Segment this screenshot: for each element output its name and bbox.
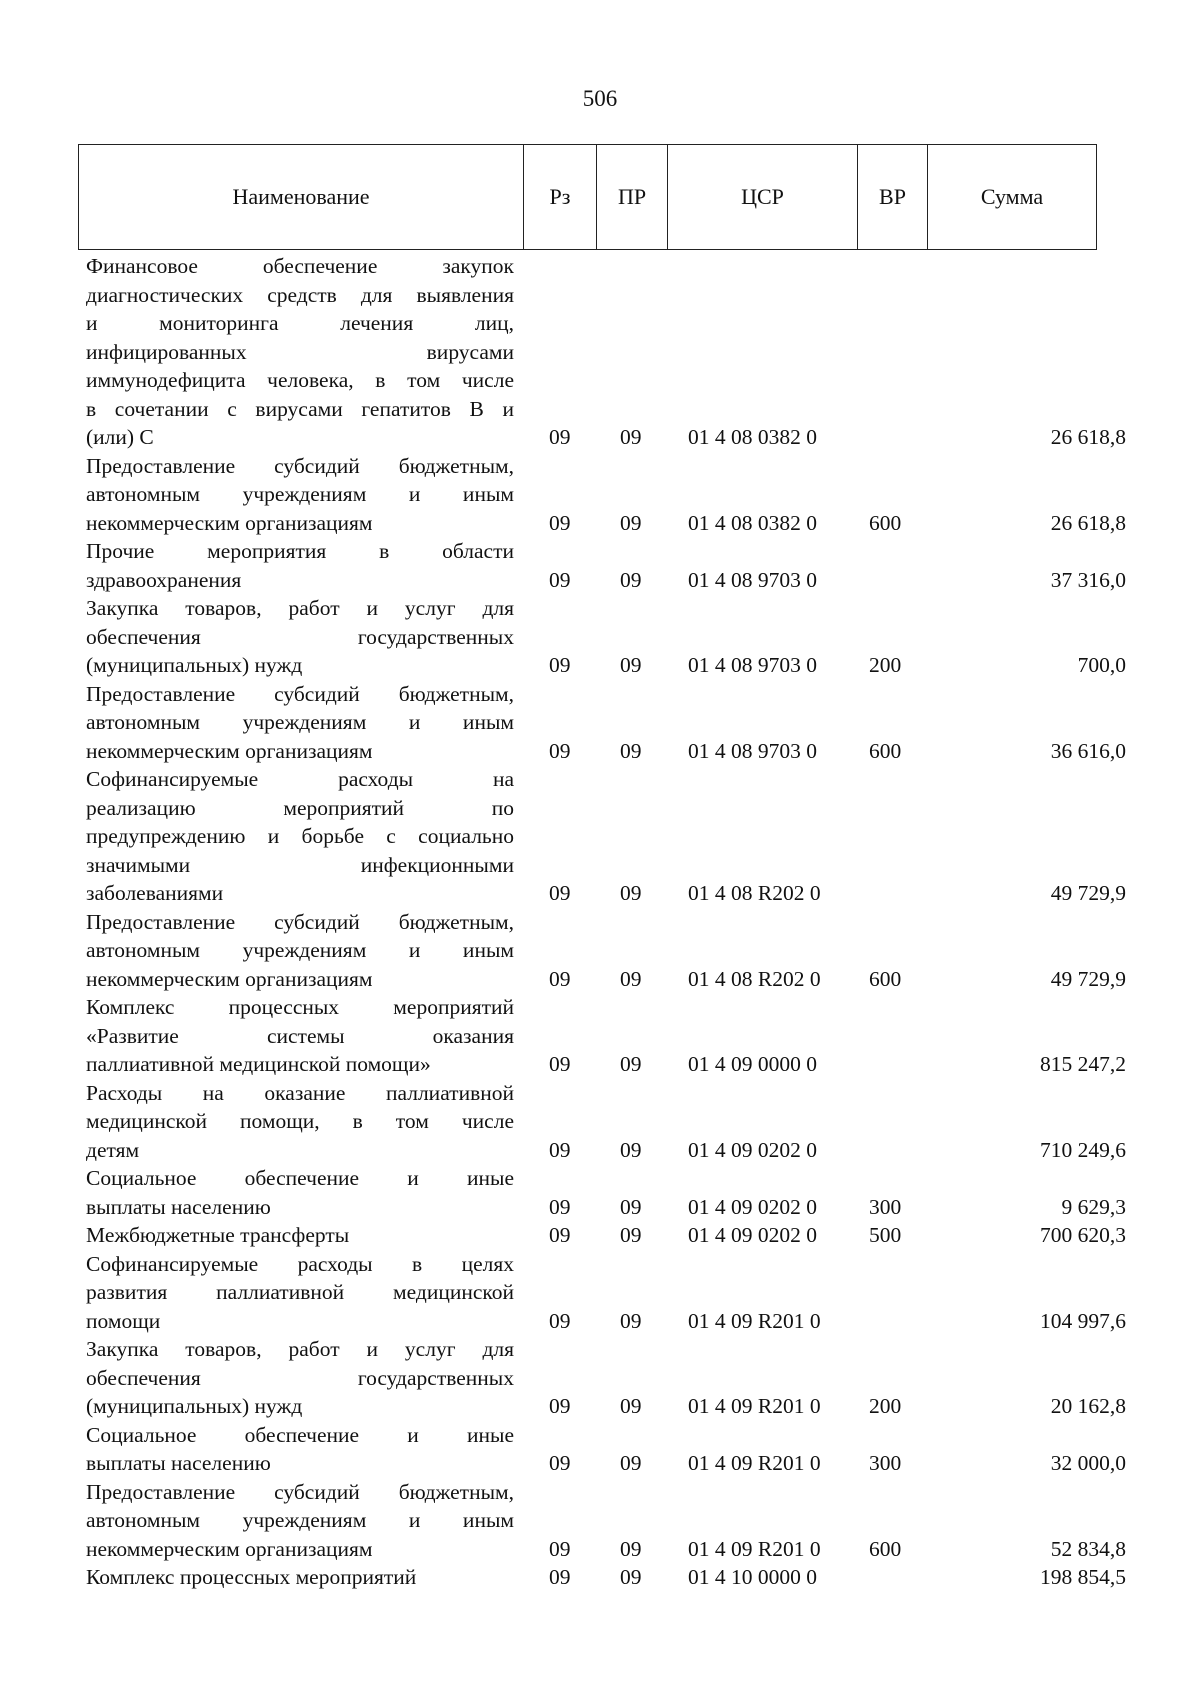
row-name-line: (муниципальных) нужд <box>86 653 303 677</box>
row-name-line: Предоставление субсидий бюджетным, <box>86 909 514 934</box>
row-pr: 09 <box>620 1451 642 1475</box>
row-name-line: автономным учреждениям и иным <box>86 710 514 734</box>
row-sum: 49 729,9 <box>1050 881 1126 905</box>
row-name-line: «Развитие системы оказания <box>86 1023 514 1048</box>
header-sum: Сумма <box>980 184 1044 209</box>
row-name-line: автономным учреждениям и иным <box>86 938 514 962</box>
row-rz: 09 <box>549 1223 571 1247</box>
row-csr: 01 4 09 R201 0 <box>688 1451 821 1475</box>
row-csr: 01 4 08 0382 0 <box>688 510 817 535</box>
row-csr: 01 4 08 R202 0 <box>688 966 821 991</box>
row-pr: 09 <box>620 1536 642 1561</box>
table-row <box>86 252 1126 452</box>
table-row <box>86 765 1126 908</box>
row-rz: 09 <box>549 1052 571 1076</box>
row-name <box>86 680 514 766</box>
table-row <box>86 908 1126 994</box>
row-name-line: некоммерческим организациям <box>86 510 373 535</box>
row-pr: 09 <box>620 1052 642 1076</box>
row-name-line: (муниципальных) нужд <box>86 1394 303 1418</box>
row-csr: 01 4 08 0382 0 <box>688 425 817 449</box>
row-name-line: автономным учреждениям и иным <box>86 1508 514 1532</box>
row-pr: 09 <box>620 510 642 535</box>
table-row <box>86 1563 1126 1592</box>
row-name-line: Прочие мероприятия в области <box>86 539 514 563</box>
row-rz: 09 <box>549 738 571 763</box>
row-csr: 01 4 08 R202 0 <box>688 881 821 905</box>
row-sum: 20 162,8 <box>1050 1394 1126 1418</box>
row-name-line: диагностических средств для выявления <box>86 282 514 307</box>
row-csr: 01 4 09 R201 0 <box>688 1308 821 1333</box>
row-rz: 09 <box>549 1308 571 1333</box>
row-pr: 09 <box>620 1565 642 1589</box>
row-name-line: помощи <box>86 1308 161 1333</box>
row-name-line: Софинансируемые расходы в целях <box>86 1251 514 1276</box>
header-vr: ВР <box>858 145 928 249</box>
table-row <box>86 1164 1126 1221</box>
table-row <box>86 452 1126 538</box>
row-name <box>86 1478 514 1564</box>
row-pr: 09 <box>620 1223 642 1247</box>
row-name-line: выплаты населению <box>86 1451 271 1475</box>
row-pr: 09 <box>620 966 642 991</box>
header-rz: Рз <box>524 145 597 249</box>
row-pr: 09 <box>620 881 642 905</box>
table-row <box>86 1250 1126 1336</box>
row-csr: 01 4 08 9703 0 <box>688 653 817 677</box>
table-row <box>86 1421 1126 1478</box>
row-name <box>86 1250 514 1336</box>
row-name-line: Комплекс процессных мероприятий <box>86 1565 417 1589</box>
row-pr: 09 <box>620 567 642 592</box>
table-row <box>86 594 1126 680</box>
row-name <box>86 1421 514 1478</box>
row-sum: 36 616,0 <box>1050 738 1126 763</box>
row-sum: 52 834,8 <box>1050 1536 1126 1561</box>
row-name-line: Финансовое обеспечение закупок <box>86 254 514 278</box>
table-row <box>86 537 1126 594</box>
row-name <box>86 1164 514 1221</box>
row-vr: 300 <box>869 1451 902 1475</box>
row-name-line: Предоставление субсидий бюджетным, <box>86 1479 514 1504</box>
row-csr: 01 4 08 9703 0 <box>688 738 817 763</box>
row-rz: 09 <box>549 653 571 677</box>
row-vr: 200 <box>869 653 902 677</box>
row-name-line: иммунодефицита человека, в том числе <box>86 368 514 392</box>
row-pr: 09 <box>620 1308 642 1333</box>
row-name-line: выплаты населению <box>86 1194 271 1219</box>
header-csr: ЦСР <box>668 145 858 249</box>
row-sum: 26 618,8 <box>1050 425 1126 449</box>
header-pr: ПР <box>597 145 668 249</box>
row-pr: 09 <box>620 738 642 763</box>
row-csr: 01 4 09 0000 0 <box>688 1052 817 1076</box>
row-rz: 09 <box>549 966 571 991</box>
row-name <box>86 765 514 908</box>
row-vr: 500 <box>869 1223 902 1247</box>
row-csr: 01 4 09 R201 0 <box>688 1394 821 1418</box>
row-name-line: реализацию мероприятий по <box>86 795 514 820</box>
table-row <box>86 1079 1126 1165</box>
row-sum: 700 620,3 <box>1040 1223 1126 1247</box>
row-name-line: обеспечения государственных <box>86 624 514 649</box>
row-name <box>86 1079 514 1165</box>
row-name <box>86 252 514 452</box>
row-name-line: медицинской помощи, в том числе <box>86 1109 514 1133</box>
row-rz: 09 <box>549 1451 571 1475</box>
row-sum: 198 854,5 <box>1040 1565 1126 1589</box>
row-name-line: предупреждению и борьбе с социально <box>86 824 514 848</box>
row-name <box>86 594 514 680</box>
table-row <box>86 1335 1126 1421</box>
row-vr: 600 <box>869 738 902 763</box>
row-name-line: Расходы на оказание паллиативной <box>86 1080 514 1105</box>
table-row <box>86 1221 1126 1250</box>
row-name-line: Закупка товаров, работ и услуг для <box>86 1337 514 1361</box>
row-sum: 710 249,6 <box>1040 1137 1126 1162</box>
row-name-line: Предоставление субсидий бюджетным, <box>86 681 514 706</box>
row-name-line: в сочетании с вирусами гепатитов В и <box>86 396 514 421</box>
row-name-line: Софинансируемые расходы на <box>86 767 514 791</box>
row-name <box>86 1563 514 1592</box>
row-vr: 300 <box>869 1194 902 1219</box>
row-sum: 37 316,0 <box>1050 567 1126 592</box>
row-name-line: Предоставление субсидий бюджетным, <box>86 453 514 478</box>
row-csr: 01 4 08 9703 0 <box>688 567 817 592</box>
page-number: 506 <box>582 86 618 111</box>
row-vr: 600 <box>869 966 902 991</box>
row-name-line: здравоохранения <box>86 567 242 592</box>
row-sum: 700,0 <box>1077 653 1126 677</box>
row-name-line: Закупка товаров, работ и услуг для <box>86 596 514 620</box>
row-csr: 01 4 09 0202 0 <box>688 1223 817 1247</box>
row-name-line: паллиативной медицинской помощи» <box>86 1052 431 1076</box>
row-name-line: некоммерческим организациям <box>86 738 373 763</box>
row-csr: 01 4 09 R201 0 <box>688 1536 821 1561</box>
row-pr: 09 <box>620 653 642 677</box>
table-row <box>86 680 1126 766</box>
row-name <box>86 537 514 594</box>
row-pr: 09 <box>620 1394 642 1418</box>
row-name-line: значимыми инфекционными <box>86 852 514 877</box>
row-csr: 01 4 09 0202 0 <box>688 1194 817 1219</box>
row-sum: 104 997,6 <box>1040 1308 1126 1333</box>
row-name <box>86 452 514 538</box>
table-row <box>86 993 1126 1079</box>
row-csr: 01 4 09 0202 0 <box>688 1137 817 1162</box>
row-sum: 9 629,3 <box>1061 1194 1126 1219</box>
row-name-line: заболеваниями <box>86 881 224 905</box>
row-sum: 49 729,9 <box>1050 966 1126 991</box>
row-csr: 01 4 10 0000 0 <box>688 1565 817 1589</box>
row-name-line: автономным учреждениям и иным <box>86 482 514 506</box>
table-row <box>86 1478 1126 1564</box>
row-name <box>86 1335 514 1421</box>
row-name-line: Социальное обеспечение и иные <box>86 1166 514 1190</box>
row-name-line: обеспечения государственных <box>86 1365 514 1390</box>
row-sum: 26 618,8 <box>1050 510 1126 535</box>
row-rz: 09 <box>549 1394 571 1418</box>
row-sum: 815 247,2 <box>1040 1052 1126 1076</box>
row-name <box>86 908 514 994</box>
row-vr: 200 <box>869 1394 902 1418</box>
row-name-line: Комплекс процессных мероприятий <box>86 995 514 1019</box>
row-name-line: Межбюджетные трансферты <box>86 1223 350 1247</box>
row-vr: 600 <box>869 1536 902 1561</box>
row-name-line: (или) С <box>86 425 154 449</box>
row-name-line: детям <box>86 1137 140 1162</box>
row-sum: 32 000,0 <box>1050 1451 1126 1475</box>
row-name-line: некоммерческим организациям <box>86 966 373 991</box>
row-pr: 09 <box>620 1137 642 1162</box>
row-name <box>86 1221 514 1250</box>
row-name-line: Социальное обеспечение и иные <box>86 1422 514 1447</box>
row-pr: 09 <box>620 1194 642 1219</box>
row-rz: 09 <box>549 1194 571 1219</box>
row-name-line: развития паллиативной медицинской <box>86 1280 514 1304</box>
row-name-line: некоммерческим организациям <box>86 1536 373 1561</box>
header-name: Наименование <box>79 145 524 249</box>
row-name-line: инфицированных вирусами <box>86 339 514 364</box>
row-name-line: и мониторинга лечения лиц, <box>86 311 514 335</box>
row-rz: 09 <box>549 1565 571 1589</box>
table-header <box>78 144 1097 250</box>
row-name <box>86 993 514 1079</box>
row-rz: 09 <box>549 510 571 535</box>
row-rz: 09 <box>549 567 571 592</box>
row-rz: 09 <box>549 881 571 905</box>
row-rz: 09 <box>549 425 571 449</box>
row-vr: 600 <box>869 510 902 535</box>
row-pr: 09 <box>620 425 642 449</box>
row-rz: 09 <box>549 1536 571 1561</box>
row-rz: 09 <box>549 1137 571 1162</box>
